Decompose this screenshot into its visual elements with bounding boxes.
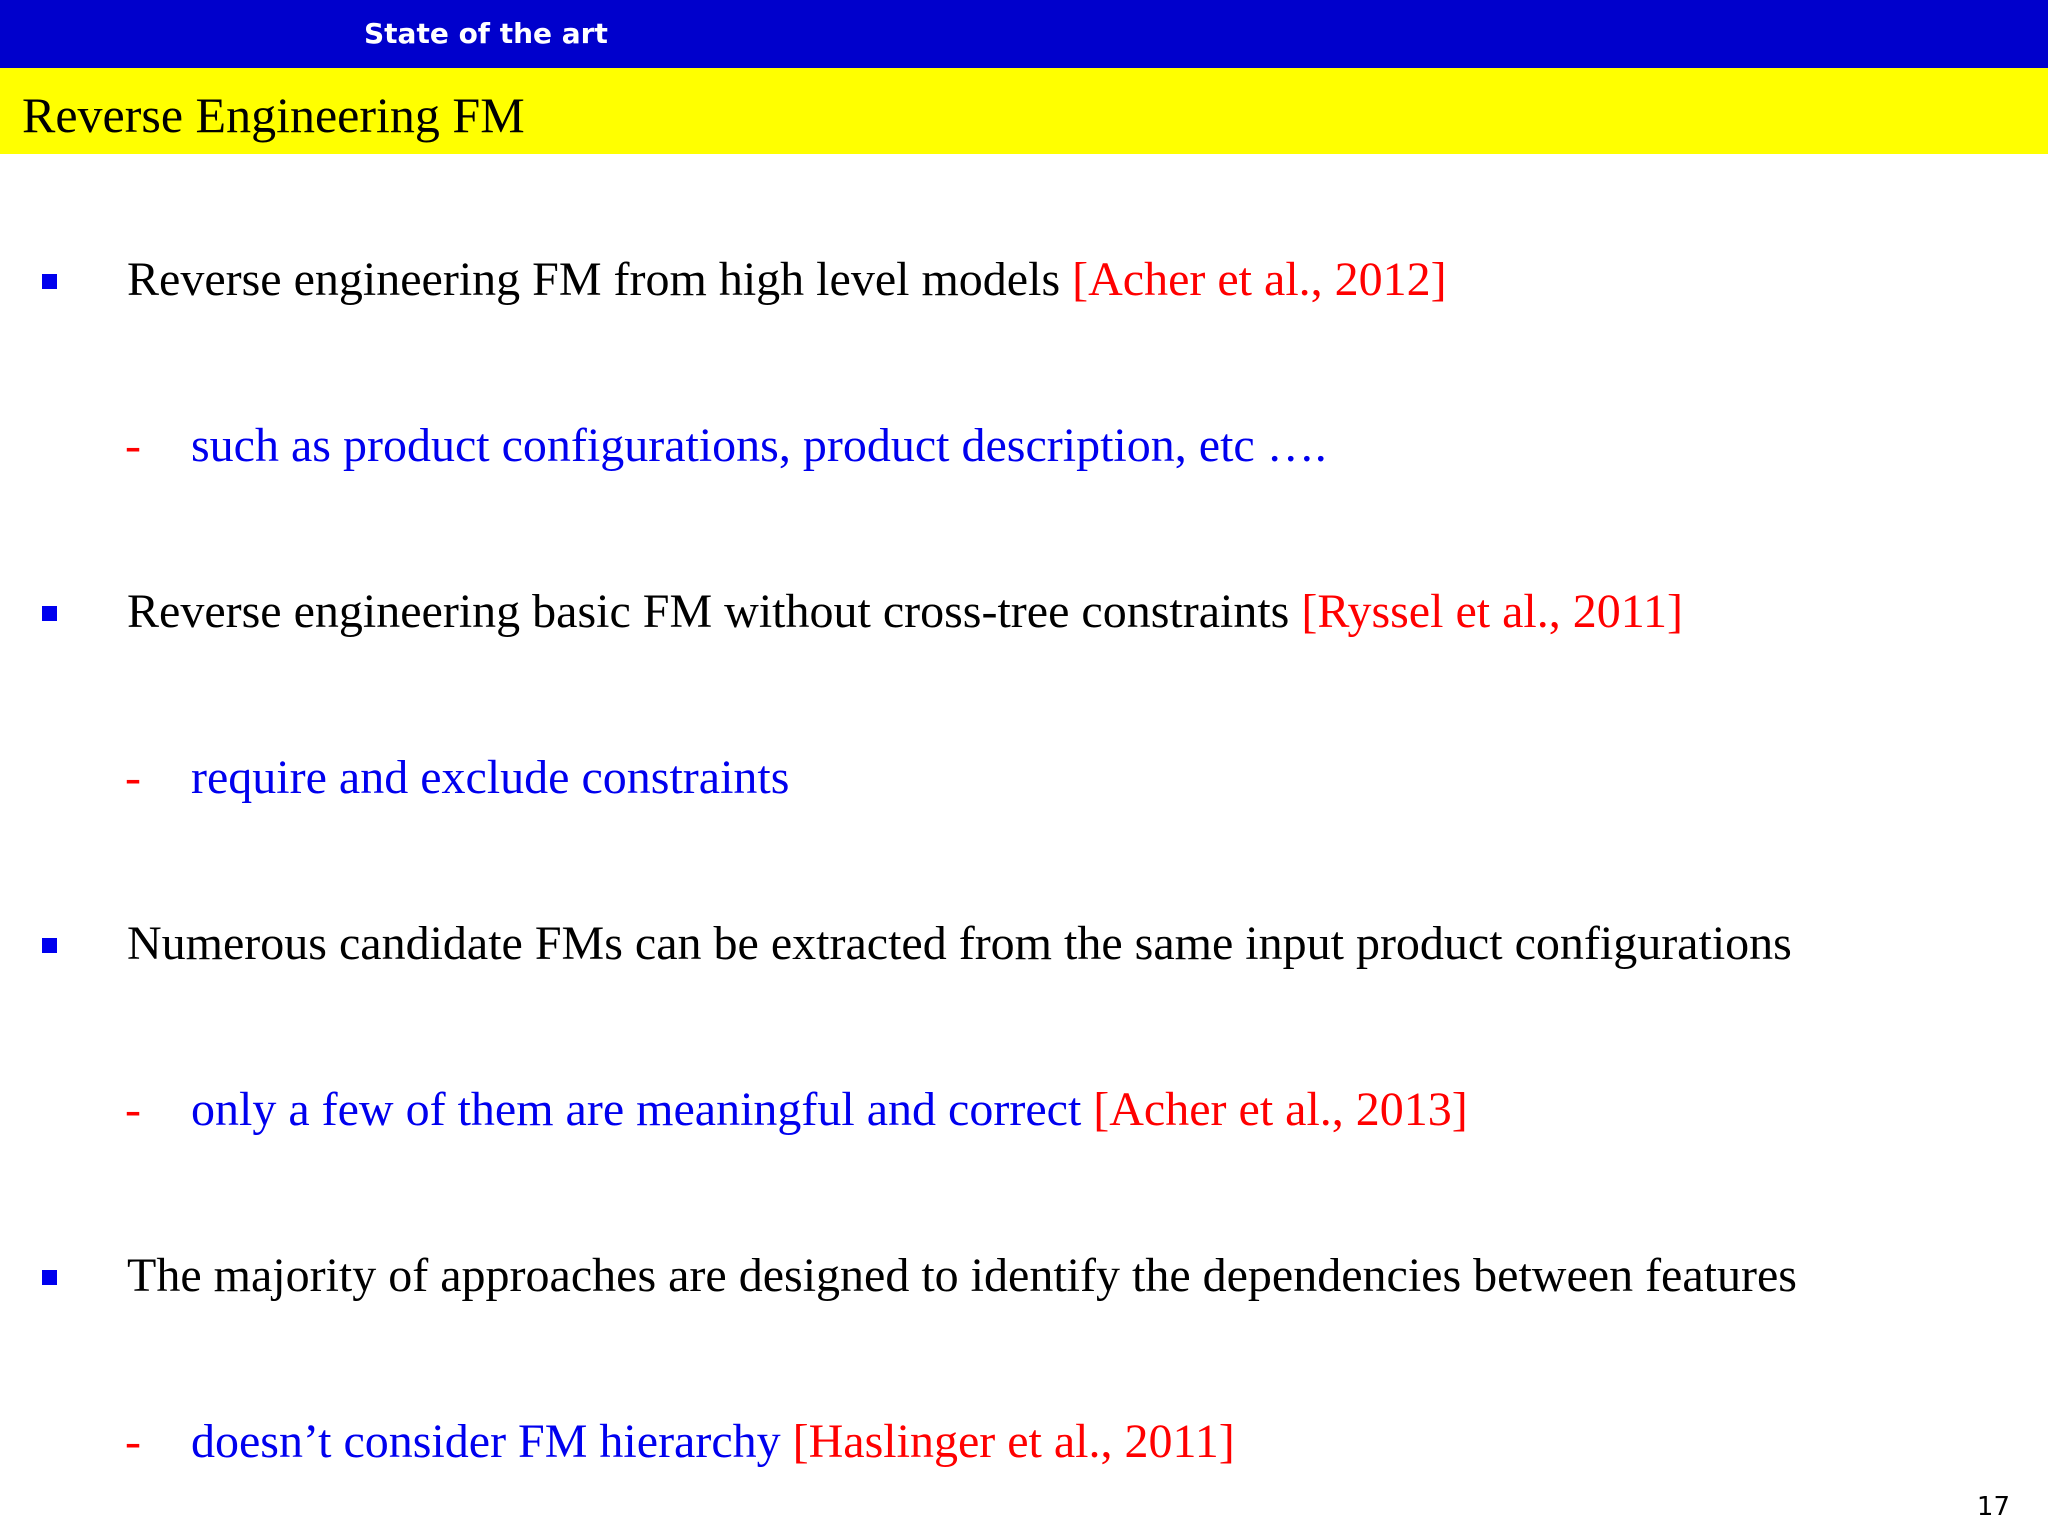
sub-main-text: doesn’t consider FM hierarchy [191,1415,793,1468]
bullet-item [0,1246,2048,1306]
square-bullet-icon [42,938,57,953]
bullet-item [0,582,2048,642]
sub-main-text: only a few of them are meaningful and correct [191,1083,1094,1136]
sub-item [0,1412,2048,1472]
slide-title: Reverse Engineering FM [22,87,525,143]
bullet-text [127,1246,1797,1306]
citation: [Acher et al., 2012] [1072,253,1447,306]
dash-marker: - [125,1415,141,1468]
sub-item-text [191,416,1327,476]
dash-marker: - [125,751,141,804]
section-label: State of the art [364,17,608,50]
sub-item [0,1080,2048,1140]
dash-marker: - [125,1083,141,1136]
square-bullet-icon [42,274,57,289]
citation: [Haslinger et al., 2011] [792,1415,1235,1468]
bullet-main-text: The majority of approaches are designed to identify the dependencies between features [127,1249,1797,1302]
sub-item [0,748,2048,808]
page-number: 17 [1976,1492,2010,1522]
bullet-main-text: Numerous candidate FMs can be extracted from the same input product configurations [127,917,1792,970]
sub-item-text [191,748,789,808]
bullet-main-text: Reverse engineering basic FM without cross-tree constraints [127,585,1302,638]
citation: [Ryssel et al., 2011] [1301,585,1683,638]
bullet-item [0,914,2048,974]
citation: [Acher et al., 2013] [1093,1083,1468,1136]
bullet-text [127,914,1792,974]
bullet-text [127,582,1683,642]
sub-main-text: require and exclude constraints [191,751,790,804]
sub-item-text [191,1412,1235,1472]
sub-item-text [191,1080,1468,1140]
bullet-text [127,250,1447,310]
bullet-item [0,250,2048,310]
square-bullet-icon [42,606,57,621]
square-bullet-icon [42,1270,57,1285]
sub-main-text: such as product configurations, product description, etc …. [191,419,1327,472]
bullet-main-text: Reverse engineering FM from high level models [127,253,1073,306]
dash-marker: - [125,419,141,472]
sub-item [0,416,2048,476]
